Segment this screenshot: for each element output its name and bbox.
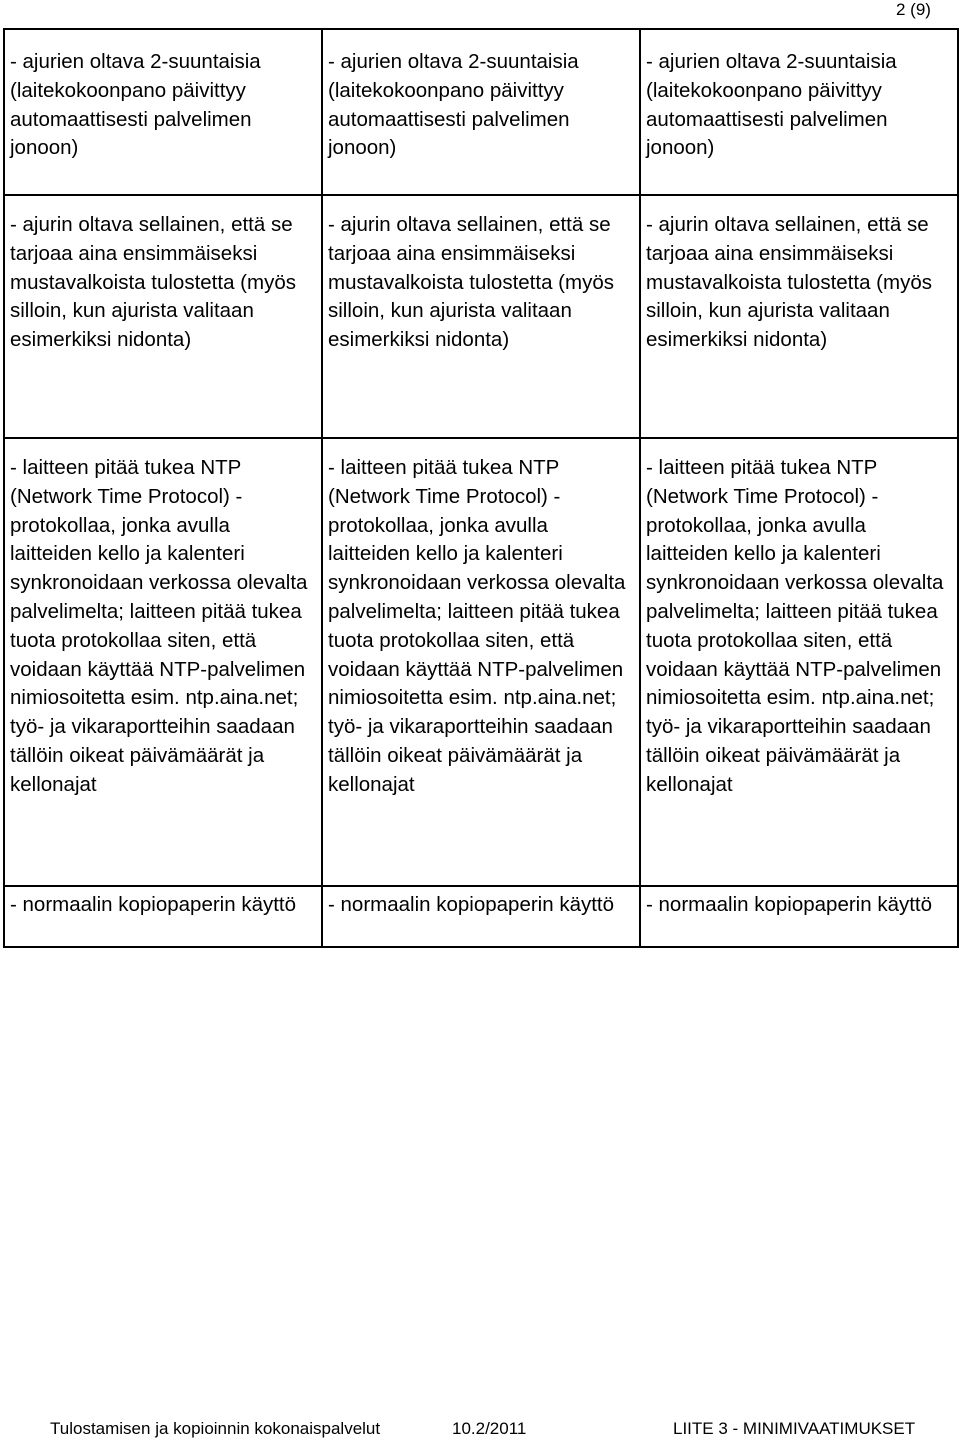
page-footer <box>0 1418 960 1440</box>
cell-text: - normaalin kopiopaperin käyttö <box>10 893 297 916</box>
table-cell <box>322 438 640 886</box>
cell-text: - ajurin oltava sellainen, että se tarjoaa aina ensimmäiseksi mustavalkoista tulostetta (myös silloin, kun ajurista valitaan esimerkiksi nidonta) <box>646 213 932 352</box>
page-number: 2 (9) <box>896 0 931 19</box>
table-cell <box>4 29 322 195</box>
cell-text: - ajurien oltava 2-suuntaisia (laitekokoonpano päivittyy automaattisesti palvelimen jonoon) <box>646 50 897 160</box>
table-cell <box>640 438 958 886</box>
table-cell <box>4 886 322 947</box>
table-cell <box>322 195 640 438</box>
table-cell <box>4 438 322 886</box>
cell-text: - normaalin kopiopaperin käyttö <box>328 893 615 916</box>
cell-text: - laitteen pitää tukea NTP (Network Time Protocol) -protokollaa, jonka avulla laitteiden kello ja kalenteri synkronoidaan verkossa olevalta palvelimelta; laitteen pitää tukea tuota protokollaa siten, että voidaan käyttää NTP-palvelimen nimiosoitetta esim. ntp.aina.net; työ- ja vikaraportteihin saadaan tällöin oikeat päivämäärät ja kellonajat <box>646 456 944 796</box>
cell-text: - ajurien oltava 2-suuntaisia (laitekokoonpano päivittyy automaattisesti palvelimen jonoon) <box>10 50 261 160</box>
table-row <box>4 886 958 947</box>
footer-date: 10.2/2011 <box>452 1419 527 1438</box>
requirements-table <box>3 28 959 948</box>
footer-attachment-label: LIITE 3 - MINIMIVAATIMUKSET <box>673 1419 916 1438</box>
cell-text: - ajurien oltava 2-suuntaisia (laitekokoonpano päivittyy automaattisesti palvelimen jonoon) <box>328 50 579 160</box>
cell-text: - normaalin kopiopaperin käyttö <box>646 893 933 916</box>
table-cell <box>640 195 958 438</box>
table-cell <box>640 886 958 947</box>
cell-text: - ajurin oltava sellainen, että se tarjoaa aina ensimmäiseksi mustavalkoista tulostetta (myös silloin, kun ajurista valitaan esimerkiksi nidonta) <box>10 213 296 352</box>
cell-text: - laitteen pitää tukea NTP (Network Time Protocol) -protokollaa, jonka avulla laitteiden kello ja kalenteri synkronoidaan verkossa olevalta palvelimelta; laitteen pitää tukea tuota protokollaa siten, että voidaan käyttää NTP-palvelimen nimiosoitetta esim. ntp.aina.net; työ- ja vikaraportteihin saadaan tällöin oikeat päivämäärät ja kellonajat <box>10 456 308 796</box>
table-cell <box>640 29 958 195</box>
table-cell <box>322 886 640 947</box>
cell-text: - laitteen pitää tukea NTP (Network Time Protocol) -protokollaa, jonka avulla laitteiden kello ja kalenteri synkronoidaan verkossa olevalta palvelimelta; laitteen pitää tukea tuota protokollaa siten, että voidaan käyttää NTP-palvelimen nimiosoitetta esim. ntp.aina.net; työ- ja vikaraportteihin saadaan tällöin oikeat päivämäärät ja kellonajat <box>328 456 626 796</box>
table-cell <box>4 195 322 438</box>
table-row <box>4 195 958 438</box>
table-row <box>4 29 958 195</box>
table-cell <box>322 29 640 195</box>
footer-document-title: Tulostamisen ja kopioinnin kokonaispalvelut <box>50 1419 381 1438</box>
table-row <box>4 438 958 886</box>
cell-text: - ajurin oltava sellainen, että se tarjoaa aina ensimmäiseksi mustavalkoista tulostetta (myös silloin, kun ajurista valitaan esimerkiksi nidonta) <box>328 213 614 352</box>
